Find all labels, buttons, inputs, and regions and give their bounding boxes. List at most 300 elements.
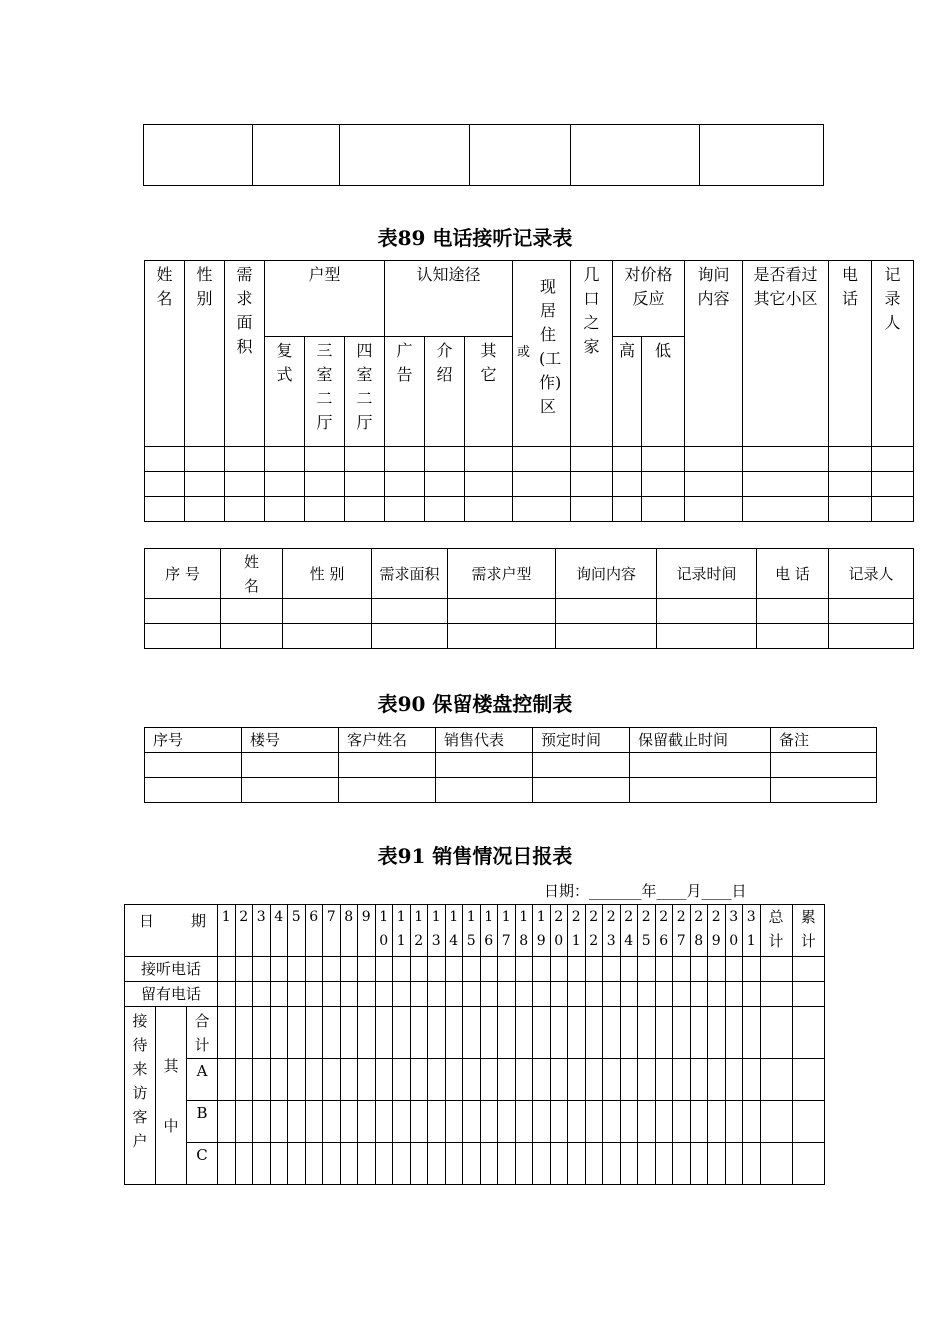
- table-cell: [708, 1007, 726, 1059]
- day-digit-top: 2: [571, 909, 581, 925]
- table-cell: [410, 1059, 428, 1101]
- day-digit-bottom: 4: [624, 933, 634, 949]
- table-cell: [515, 1007, 533, 1059]
- table-cell: [620, 982, 638, 1007]
- day-digit-bottom: [358, 929, 375, 953]
- table-cell: [463, 957, 481, 982]
- table-cell: [673, 982, 691, 1007]
- row-label-left-phone: 留有电话: [125, 982, 218, 1007]
- table-cell: [743, 957, 761, 982]
- day-digit-bottom: 4: [449, 933, 459, 949]
- table-cell: [760, 957, 792, 982]
- day-digit-top: 5: [291, 909, 301, 925]
- table-cell: [218, 1007, 236, 1059]
- table-cell: [144, 125, 253, 186]
- day-column-header: [410, 905, 428, 957]
- day-column-header: [463, 905, 481, 957]
- header-sales-rep: 销售代表: [436, 728, 533, 753]
- header-recorder: 记录人: [829, 549, 914, 599]
- day-digit-top: 2: [606, 909, 616, 925]
- table-cell: [690, 982, 708, 1007]
- day-digit-bottom: 0: [379, 933, 389, 949]
- table-cell: [305, 1101, 323, 1143]
- table-cell: [218, 1101, 236, 1143]
- table-cell: [463, 1059, 481, 1101]
- table-cell: [305, 982, 323, 1007]
- table-cell: [792, 957, 824, 982]
- table-cell: [585, 982, 603, 1007]
- table-cell: [585, 1101, 603, 1143]
- table-cell: [515, 957, 533, 982]
- table-cell: [533, 982, 551, 1007]
- table-row: [145, 497, 914, 522]
- table-cell: [792, 1007, 824, 1059]
- table-cell: [270, 1143, 288, 1185]
- day-digit-top: 2: [554, 909, 564, 925]
- table-cell: [690, 1059, 708, 1101]
- table-cell: [340, 1143, 358, 1185]
- table-cell: [708, 1101, 726, 1143]
- day-column-header: [270, 905, 288, 957]
- day-digit-top: 2: [641, 909, 651, 925]
- table-cell: [638, 1143, 656, 1185]
- day-digit-top: 9: [361, 909, 371, 925]
- day-column-header: [445, 905, 463, 957]
- table-cell: [743, 1059, 761, 1101]
- header-customer: 客户姓名: [339, 728, 436, 753]
- table-cell: [743, 1101, 761, 1143]
- table-cell: [305, 957, 323, 982]
- table-cell: [393, 982, 411, 1007]
- day-digit-bottom: 2: [589, 933, 599, 949]
- table-cell: [410, 957, 428, 982]
- header-type: 需求户型: [448, 549, 556, 599]
- table-row: [145, 447, 914, 472]
- day-digit-top: 3: [256, 909, 266, 925]
- table-cell: [550, 1059, 568, 1101]
- table-cell: [235, 982, 253, 1007]
- day-digit-top: 1: [396, 909, 406, 925]
- table-cell: [585, 1007, 603, 1059]
- table-cell: [253, 1059, 271, 1101]
- table-cell: [305, 1143, 323, 1185]
- table-cell: [603, 982, 621, 1007]
- header-know-referral: 介绍: [425, 337, 465, 447]
- header-inquiry: 询问内容: [685, 261, 743, 447]
- table-cell: [323, 1143, 341, 1185]
- table-cell: [358, 1007, 376, 1059]
- table-cell: [515, 1143, 533, 1185]
- table-cell: [655, 1101, 673, 1143]
- day-column-header: [690, 905, 708, 957]
- table90-title: 表90 保留楼盘控制表: [377, 692, 573, 716]
- date-line: 日期：_______年____月____日: [544, 882, 747, 900]
- day-column-header: [358, 905, 376, 957]
- table-cell: [620, 1059, 638, 1101]
- table-cell: [568, 982, 586, 1007]
- table-cell: [445, 982, 463, 1007]
- day-digit-top: 7: [326, 909, 336, 925]
- table-cell: [270, 1059, 288, 1101]
- table-cell: [498, 957, 516, 982]
- day-digit-bottom: 2: [414, 933, 424, 949]
- inquiry-record-table: [144, 548, 914, 649]
- table-cell: [235, 1059, 253, 1101]
- table-cell: [792, 1143, 824, 1185]
- header-sex: 性别: [185, 261, 225, 447]
- table-cell: [270, 1101, 288, 1143]
- table-cell: [708, 982, 726, 1007]
- day-digit-bottom: 3: [606, 933, 616, 949]
- table-cell: [375, 957, 393, 982]
- table-cell: [288, 982, 306, 1007]
- day-digit-top: 1: [536, 909, 546, 925]
- table-cell: [410, 1101, 428, 1143]
- day-digit-bottom: [323, 929, 340, 953]
- table-cell: [690, 1143, 708, 1185]
- table-cell: [235, 957, 253, 982]
- table-cell: [550, 1101, 568, 1143]
- table-cell: [428, 957, 446, 982]
- day-column-header: [253, 905, 271, 957]
- table-cell: [288, 957, 306, 982]
- table-cell: [725, 1059, 743, 1101]
- top-partial-table: [143, 124, 824, 186]
- table-cell: [340, 125, 470, 186]
- day-digit-bottom: [253, 929, 270, 953]
- day-digit-top: 1: [484, 909, 494, 925]
- table-cell: [533, 1007, 551, 1059]
- table-cell: [428, 1101, 446, 1143]
- table-cell: [725, 1143, 743, 1185]
- table-cell: [498, 1059, 516, 1101]
- header-phone: 电 话: [757, 549, 829, 599]
- day-digit-top: 1: [414, 909, 424, 925]
- day-digit-top: 2: [694, 909, 704, 925]
- row-label-visitors: 接待来访客户: [125, 1007, 156, 1185]
- day-digit-top: 1: [466, 909, 476, 925]
- day-column-header: [393, 905, 411, 957]
- day-digit-top: 3: [729, 909, 739, 925]
- header-cumulative: 累计: [792, 905, 824, 957]
- row-label-of-which: 其 中: [156, 1007, 187, 1185]
- table-cell: [603, 1143, 621, 1185]
- table-cell: [375, 1007, 393, 1059]
- day-column-header: [743, 905, 761, 957]
- table-cell: [515, 982, 533, 1007]
- sub-row-c: C: [187, 1143, 218, 1185]
- table-cell: [445, 1007, 463, 1059]
- header-know: 认知途径: [385, 261, 513, 337]
- table-cell: [498, 1007, 516, 1059]
- table-cell: [725, 982, 743, 1007]
- table-cell: [480, 1059, 498, 1101]
- day-digit-top: 2: [239, 909, 249, 925]
- table-cell: [428, 1059, 446, 1101]
- table-cell: [655, 1007, 673, 1059]
- day-column-header: [235, 905, 253, 957]
- table-cell: [673, 1007, 691, 1059]
- table91-title: 表91 销售情况日报表: [377, 844, 573, 868]
- day-digit-bottom: [271, 929, 288, 953]
- day-digit-bottom: 1: [396, 933, 406, 949]
- table-cell: [305, 1059, 323, 1101]
- header-inquiry: 询问内容: [556, 549, 657, 599]
- header-date: 日 期: [125, 905, 218, 957]
- table-cell: [515, 1059, 533, 1101]
- day-column-header: [585, 905, 603, 957]
- table-cell: [620, 957, 638, 982]
- day-digit-top: 3: [746, 909, 756, 925]
- table-cell: [673, 1059, 691, 1101]
- day-digit-top: 2: [659, 909, 669, 925]
- day-digit-bottom: [341, 929, 358, 953]
- table-cell: [253, 1101, 271, 1143]
- day-digit-bottom: 8: [694, 933, 704, 949]
- table-cell: [428, 1143, 446, 1185]
- table-cell: [700, 125, 824, 186]
- table-cell: [393, 1101, 411, 1143]
- table-cell: [603, 1059, 621, 1101]
- day-digit-top: 1: [449, 909, 459, 925]
- table-cell: [428, 1007, 446, 1059]
- table-cell: [655, 957, 673, 982]
- day-digit-bottom: 6: [659, 933, 669, 949]
- row-label-calls: 接听电话: [125, 957, 218, 982]
- header-serial: 序号: [145, 728, 242, 753]
- day-column-header: [533, 905, 551, 957]
- table-cell: [358, 957, 376, 982]
- table-cell: [235, 1101, 253, 1143]
- day-digit-top: 8: [344, 909, 354, 925]
- table-cell: [445, 1143, 463, 1185]
- table-cell: [690, 1101, 708, 1143]
- table-cell: [463, 1143, 481, 1185]
- header-know-ad: 广告: [385, 337, 425, 447]
- table-cell: [498, 1101, 516, 1143]
- table-cell: [218, 982, 236, 1007]
- table-cell: [428, 982, 446, 1007]
- header-price-high: 高: [613, 337, 642, 447]
- table-cell: [393, 1007, 411, 1059]
- table-cell: [393, 957, 411, 982]
- table-cell: [253, 125, 340, 186]
- table-cell: [288, 1143, 306, 1185]
- table-cell: [218, 957, 236, 982]
- reserved-property-table: [144, 727, 877, 803]
- table-cell: [725, 1007, 743, 1059]
- day-digit-bottom: 9: [711, 933, 721, 949]
- day-digit-bottom: 7: [676, 933, 686, 949]
- table-cell: [375, 1143, 393, 1185]
- table-cell: [358, 1143, 376, 1185]
- table-cell: [533, 957, 551, 982]
- header-area: 需求面积: [372, 549, 448, 599]
- header-name: 姓名: [145, 261, 185, 447]
- table-cell: [340, 1059, 358, 1101]
- table-cell: [375, 1101, 393, 1143]
- day-column-header: [340, 905, 358, 957]
- table-cell: [568, 957, 586, 982]
- table-cell: [585, 1143, 603, 1185]
- day-column-header: [568, 905, 586, 957]
- day-column-header: [550, 905, 568, 957]
- table-cell: [288, 1059, 306, 1101]
- day-digit-bottom: 0: [729, 933, 739, 949]
- day-digit-top: 4: [274, 909, 284, 925]
- table-cell: [270, 982, 288, 1007]
- table-cell: [792, 1101, 824, 1143]
- table-cell: [620, 1101, 638, 1143]
- table-cell: [218, 1143, 236, 1185]
- header-time: 记录时间: [657, 549, 757, 599]
- day-digit-bottom: [306, 929, 323, 953]
- table-cell: [638, 1101, 656, 1143]
- day-digit-bottom: [236, 929, 253, 953]
- day-digit-top: 2: [676, 909, 686, 925]
- daily-sales-table: [124, 904, 825, 1185]
- table-cell: [760, 1101, 792, 1143]
- day-column-header: [638, 905, 656, 957]
- table-cell: [792, 1059, 824, 1101]
- table-cell: [253, 1143, 271, 1185]
- header-building: 楼号: [242, 728, 339, 753]
- table-cell: [568, 1143, 586, 1185]
- table-cell: [708, 1143, 726, 1185]
- header-family: 几口之家: [571, 261, 613, 447]
- day-column-header: [603, 905, 621, 957]
- table-cell: [410, 982, 428, 1007]
- table-cell: [340, 1101, 358, 1143]
- day-column-header: [673, 905, 691, 957]
- table-cell: [498, 982, 516, 1007]
- day-digit-bottom: 5: [466, 933, 476, 949]
- table-cell: [760, 1007, 792, 1059]
- header-deadline: 保留截止时间: [630, 728, 771, 753]
- table-cell: [603, 1101, 621, 1143]
- table-cell: [358, 1101, 376, 1143]
- day-column-header: [498, 905, 516, 957]
- header-area: 需求面积: [225, 261, 265, 447]
- table-cell: [323, 1059, 341, 1101]
- table-cell: [445, 1059, 463, 1101]
- table-cell: [305, 1007, 323, 1059]
- day-digit-bottom: [218, 929, 235, 953]
- table-cell: [550, 957, 568, 982]
- header-type-duplex: 复式: [265, 337, 305, 447]
- header-notes: 备注: [771, 728, 877, 753]
- table-cell: [550, 1007, 568, 1059]
- table-cell: [270, 957, 288, 982]
- table-cell: [445, 957, 463, 982]
- table-cell: [463, 1101, 481, 1143]
- day-digit-top: 1: [379, 909, 389, 925]
- day-digit-top: 6: [309, 909, 319, 925]
- table-cell: [638, 982, 656, 1007]
- day-column-header: [305, 905, 323, 957]
- table-cell: [760, 1143, 792, 1185]
- table-cell: [323, 1101, 341, 1143]
- header-other-estate: 是否看过其它小区: [743, 261, 829, 447]
- table-cell: [603, 1007, 621, 1059]
- table-cell: [410, 1143, 428, 1185]
- table-cell: [655, 1059, 673, 1101]
- phone-record-table: [144, 260, 914, 522]
- table-cell: [550, 982, 568, 1007]
- header-name: 姓名: [221, 549, 283, 599]
- table-cell: [340, 1007, 358, 1059]
- table-cell: [533, 1143, 551, 1185]
- table-cell: [470, 125, 571, 186]
- table-cell: [235, 1143, 253, 1185]
- table-cell: [463, 982, 481, 1007]
- table-cell: [288, 1007, 306, 1059]
- table-cell: [480, 982, 498, 1007]
- table-cell: [270, 1007, 288, 1059]
- table-row: [145, 624, 914, 649]
- table-cell: [638, 1007, 656, 1059]
- table-cell: [480, 1143, 498, 1185]
- day-column-header: [708, 905, 726, 957]
- day-digit-bottom: 9: [536, 933, 546, 949]
- header-serial: 序 号: [145, 549, 221, 599]
- day-digit-top: 1: [431, 909, 441, 925]
- table-cell: [760, 982, 792, 1007]
- day-digit-bottom: 6: [484, 933, 494, 949]
- table-cell: [743, 1007, 761, 1059]
- table-cell: [725, 1101, 743, 1143]
- sub-row-b: B: [187, 1101, 218, 1143]
- table-cell: [515, 1101, 533, 1143]
- table-cell: [533, 1101, 551, 1143]
- table-cell: [393, 1143, 411, 1185]
- table-cell: [288, 1101, 306, 1143]
- day-column-header: [725, 905, 743, 957]
- table-cell: [620, 1143, 638, 1185]
- table-cell: [480, 1101, 498, 1143]
- table-cell: [673, 1101, 691, 1143]
- header-sex: 性 别: [283, 549, 372, 599]
- table-cell: [655, 982, 673, 1007]
- day-digit-bottom: 3: [431, 933, 441, 949]
- day-digit-bottom: 7: [501, 933, 511, 949]
- header-recorder: 记录人: [872, 261, 914, 447]
- table-cell: [410, 1007, 428, 1059]
- day-column-header: [428, 905, 446, 957]
- table-cell: [690, 1007, 708, 1059]
- header-type-3room: 三室二厅: [305, 337, 345, 447]
- table-cell: [708, 1059, 726, 1101]
- header-price: 对价格反应: [613, 261, 685, 337]
- header-home: 现居住 或 (工作)区: [513, 261, 571, 447]
- table-cell: [480, 957, 498, 982]
- day-digit-bottom: 8: [519, 933, 529, 949]
- table-cell: [498, 1143, 516, 1185]
- table-cell: [585, 957, 603, 982]
- table-cell: [253, 1007, 271, 1059]
- table-cell: [568, 1007, 586, 1059]
- table-cell: [568, 1059, 586, 1101]
- table-cell: [673, 957, 691, 982]
- table-cell: [571, 125, 700, 186]
- table-cell: [638, 1059, 656, 1101]
- table-cell: [375, 982, 393, 1007]
- table-cell: [358, 1059, 376, 1101]
- table-cell: [253, 982, 271, 1007]
- table-cell: [340, 957, 358, 982]
- day-column-header: [480, 905, 498, 957]
- day-digit-bottom: [288, 929, 305, 953]
